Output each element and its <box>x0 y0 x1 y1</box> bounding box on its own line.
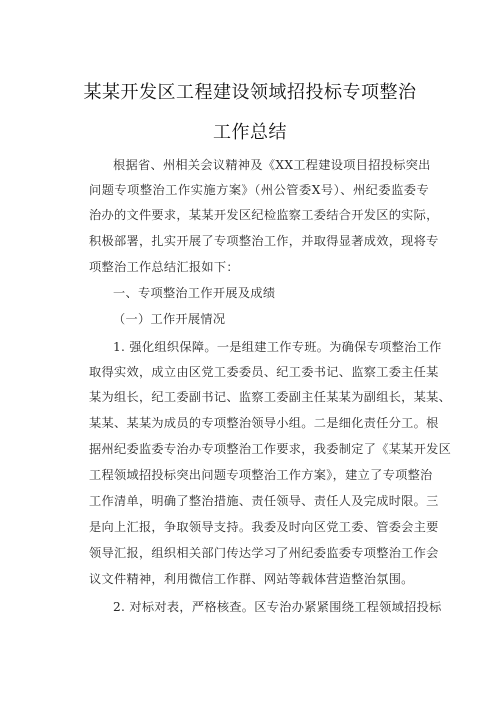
paragraph-line: 领导汇报，组织相关部门传达学习了州纪委监委专项整治工作会 <box>89 546 439 560</box>
paragraph-line: 工作清单，明确了整治措施、责任领导、责任人及完成时限。三 <box>89 494 439 508</box>
document-title-line-1: 某某开发区工程建设领域招投标专项整治 <box>83 82 417 103</box>
paragraph-line: 议文件精神，利用微信工作群、网站等载体营造整治氛围。 <box>89 572 414 586</box>
paragraph-line: 1. 强化组织保障。一是组建工作专班。为确保专项整治工作 <box>113 340 442 354</box>
paragraph-line: 某为组长，纪工委副书记、监察工委副主任某某为副组长，某某、 <box>89 390 452 404</box>
paragraph-line: 2. 对标对表，严格核查。区专治办紧紧围绕工程领域招投标 <box>113 600 442 614</box>
intro-line: 积极部署，扎实开展了专项整治工作，并取得显著成效，现将专 <box>89 234 439 248</box>
intro-line: 根据省、州相关会议精神及《XX工程建设项目招投标突出 <box>113 158 431 172</box>
paragraph-line: 据州纪委监委专治办专项整治工作要求，我委制定了《某某开发区 <box>89 442 452 456</box>
paragraph-line: 取得实效，成立由区党工委委员、纪工委书记、监察工委主任某 <box>89 365 439 379</box>
document-title-line-2: 工作总结 <box>213 122 287 143</box>
paragraph-line: 工程领域招投标突出问题专项整治工作方案》，建立了专项整治 <box>89 468 433 482</box>
subsection-heading: （一）工作开展情况 <box>113 312 226 326</box>
intro-line: 问题专项整治工作实施方案》（州公管委X号）、州纪委监委专 <box>89 183 429 197</box>
paragraph-line: 是向上汇报，争取领导支持。我委及时向区党工委、管委会主要 <box>89 520 439 534</box>
intro-line: 项整治工作总结汇报如下： <box>89 260 239 274</box>
section-heading: 一、专项整治工作开展及成绩 <box>113 286 276 300</box>
intro-line: 治办的文件要求，某某开发区纪检监察工委结合开发区的实际， <box>89 208 439 222</box>
paragraph-line: 某某、某某为成员的专项整治领导小组。二是细化责任分工。根 <box>89 416 439 430</box>
